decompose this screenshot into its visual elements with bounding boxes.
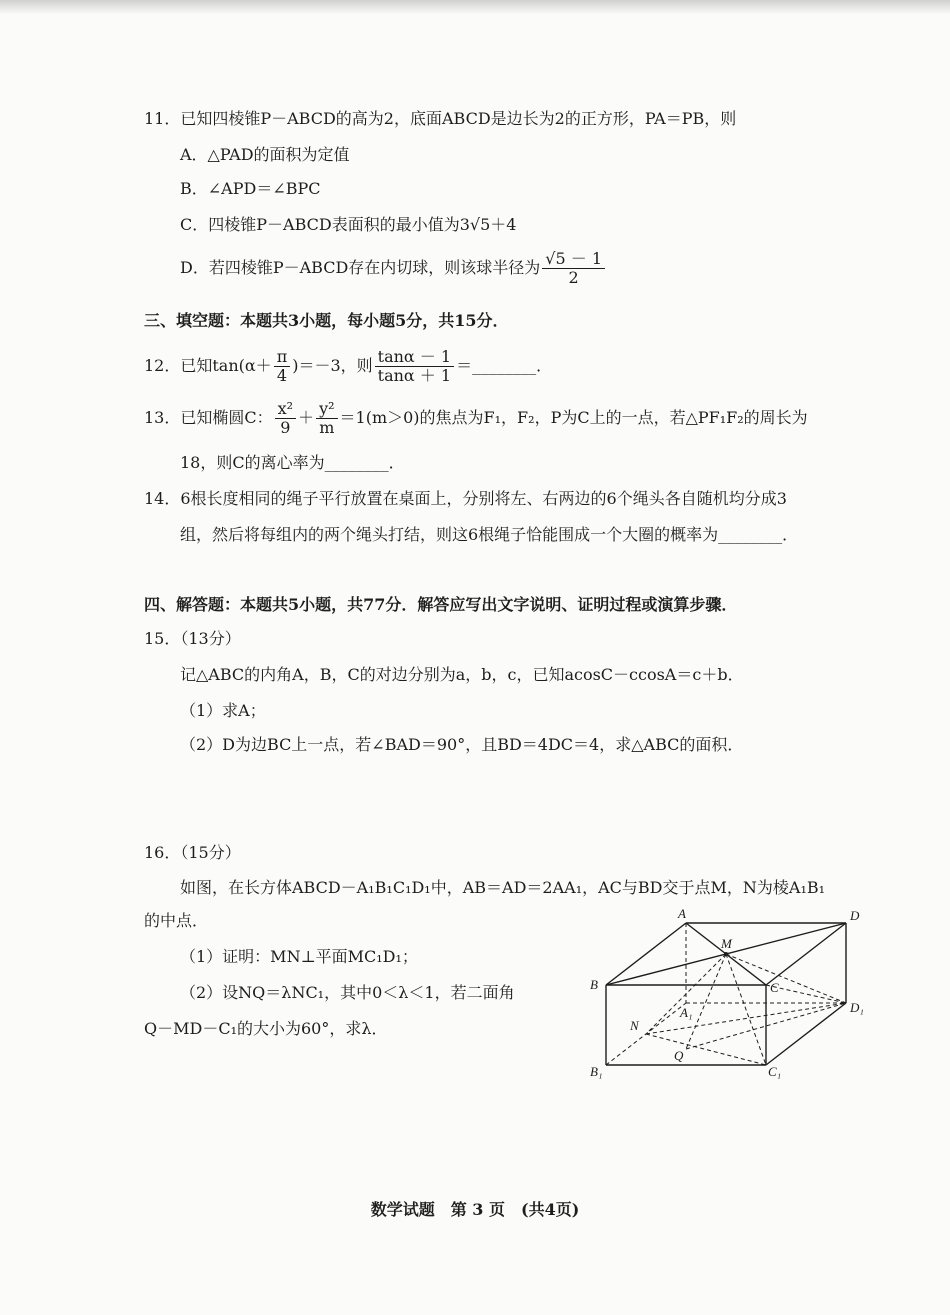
q13-y-denominator: m [319,418,335,437]
q16-heading: 16．（15分） [144,843,241,862]
label-M: M [721,936,732,951]
q11-stem: 11．已知四棱锥P－ABCD的高为2，底面ABCD是边长为2的正方形，PA＝PB，则 [144,109,737,128]
q11-option-b: B．∠APD＝∠BPC [180,179,321,198]
q11-option-a: A．△PAD的面积为定值 [180,145,350,164]
segment-MC1 [726,954,766,1065]
q16-stem: 如图，在长方体ABCD－A₁B₁C₁D₁中，AB＝AD＝2AA₁，AC与BD交于点M，N为棱A₁B₁ [180,878,826,897]
q15-stem: 记△ABC的内角A，B，C的对边分别为a，b，c，已知acosC－ccosA＝c＋b． [180,665,744,684]
q16-part1: （1）证明：MN⊥平面MC₁D₁； [180,947,418,966]
q11-option-d-text: D．若四棱锥P－ABCD存在内切球，则该球半径为 [180,258,541,277]
q15-heading: 15．（13分） [144,629,241,648]
label-C: C [770,980,779,995]
q14-line1: 14．6根长度相同的绳子平行放置在桌面上，分别将左、右两边的6个绳头各自随机均分成3 [144,489,787,508]
q12-pi-denominator: 4 [276,366,288,385]
edge-BA [606,923,686,985]
label-D1: D₁ [850,1000,864,1015]
edge-C1D1 [766,1003,846,1065]
q16-stem-cont: 的中点． [144,911,209,930]
q15-part1: （1）求A； [180,701,266,720]
label-B1: B₁ [590,1064,603,1079]
q11-radius-numerator: √5 － 1 [542,250,605,269]
page-footer: 数学试题 第 3 页 (共4页) [370,1200,580,1219]
q12-tan-denominator: tanα ＋ 1 [377,366,452,385]
q13-x-denominator: 9 [280,418,291,437]
q13-x-fraction [275,400,296,437]
q12-pi-fraction [274,348,291,385]
q16-part2-cont: Q－MD－C₁的大小为60°，求λ． [144,1019,388,1038]
label-B: B [590,977,598,992]
section-4-heading: 四、解答题：本题共5小题，共77分．解答应写出文字说明、证明过程或演算步骤． [144,595,738,614]
label-A: A [678,906,686,921]
q13-x-numerator: x² [275,400,296,419]
q16-part2: （2）设NQ＝λNC₁，其中0＜λ＜1，若二面角 [180,983,515,1002]
cuboid-figure [582,900,882,1085]
label-C1: C₁ [768,1064,782,1079]
q11-option-c: C．四棱锥P－ABCD表面积的最小值为3√5＋4 [180,215,517,234]
q12 [144,348,552,385]
segment-ND1 [646,1003,846,1034]
segment-MD1 [726,954,846,1003]
segment-MQ [686,954,726,1049]
label-D: D [850,908,860,923]
point-M [724,952,728,956]
q12-tan-numerator: tanα － 1 [375,348,454,367]
label-Q: Q [674,1048,684,1063]
segment-NC1 [646,1034,766,1065]
q15-part2: （2）D为边BC上一点，若∠BAD＝90°，且BD＝4DC＝4，求△ABC的面积． [180,735,744,754]
q13-line2: 18，则C的离心率为________． [180,453,405,472]
scan-top-edge [0,0,950,14]
q12-answer-blank: ＝________． [456,356,553,375]
q12-tan-fraction [375,348,454,385]
q13-pre: 13．已知椭圆C： [144,408,273,427]
q13-post: ＝1(m＞0)的焦点为F₁，F₂，P为C上的一点，若△PF₁F₂的周长为 [339,408,808,427]
q13-y-fraction [316,400,337,437]
q11-option-d [180,250,607,287]
q12-mid: )＝－3，则 [292,356,373,375]
q12-pi-numerator: π [274,348,291,367]
q12-pre: 12．已知tan(α＋ [144,356,272,375]
section-3-heading: 三、填空题：本题共3小题，每小题5分，共15分． [144,311,509,330]
q13-y-numerator: y² [316,400,337,419]
q13 [144,400,808,437]
q14-line2: 组，然后将每组内的两个绳头打结，则这6根绳子恰能围成一个大圈的概率为________． [180,525,799,544]
q13-plus: ＋ [298,408,315,427]
label-N: N [630,1018,639,1033]
q11-radius-fraction [542,250,605,287]
q11-radius-denominator: 2 [568,268,579,287]
label-A1: A₁ [680,1005,693,1020]
